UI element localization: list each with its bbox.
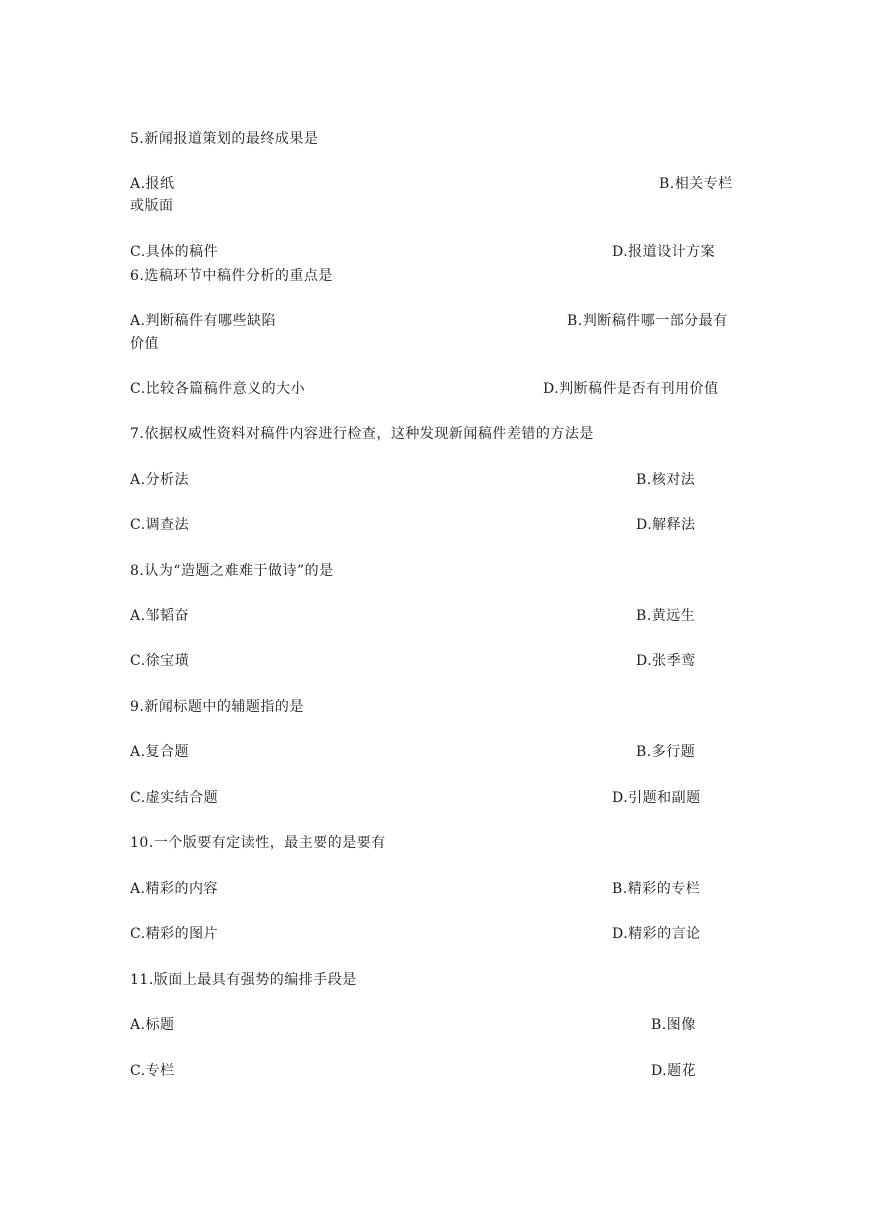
question-6-option-c: C.比较各篇稿件意义的大小: [130, 381, 306, 397]
question-10-option-b: B.精彩的专栏: [612, 881, 701, 897]
question-11-option-d: D.题花: [651, 1063, 697, 1079]
question-6-option-b-wrap: 价值: [130, 336, 159, 352]
question-5-option-c: C.具体的稿件: [130, 244, 219, 260]
question-5-option-b: B.相关专栏: [659, 176, 733, 192]
question-9-option-c: C.虚实结合题: [130, 790, 219, 806]
question-7-stem: 7.依据权威性资料对稿件内容进行检查，这种发现新闻稿件差错的方法是: [130, 426, 594, 442]
question-5-option-a: A.报纸: [130, 176, 175, 192]
question-5-option-b-wrap: 或版面: [130, 198, 174, 214]
question-11-option-a: A.标题: [130, 1017, 175, 1033]
question-7-option-c: C.调查法: [130, 517, 190, 533]
question-7-option-d: D.解释法: [636, 517, 696, 533]
question-10-option-a: A.精彩的内容: [130, 881, 219, 897]
question-8-option-b: B.黄远生: [636, 608, 696, 624]
question-9-stem: 9.新闻标题中的辅题指的是: [130, 699, 304, 715]
question-7-option-a: A.分析法: [130, 472, 190, 488]
question-6-option-a: A.判断稿件有哪些缺陷: [130, 313, 277, 329]
question-5-option-d: D.报道设计方案: [612, 244, 716, 260]
question-11-option-b: B.图像: [651, 1017, 696, 1033]
question-9-option-b: B.多行题: [636, 744, 696, 760]
question-5-stem: 5.新闻报道策划的最终成果是: [130, 131, 319, 147]
question-7-option-b: B.核对法: [636, 472, 696, 488]
question-9-option-a: A.复合题: [130, 744, 190, 760]
question-10-option-c: C.精彩的图片: [130, 926, 219, 942]
question-8-option-d: D.张季鸾: [636, 653, 696, 669]
question-8-option-c: C.徐宝璜: [130, 653, 190, 669]
question-9-option-d: D.引题和副题: [612, 790, 701, 806]
question-6-option-b: B.判断稿件哪一部分最有: [567, 313, 728, 329]
question-6-option-d: D.判断稿件是否有刊用价值: [543, 381, 719, 397]
question-11-option-c: C.专栏: [130, 1063, 175, 1079]
question-10-option-d: D.精彩的言论: [612, 926, 701, 942]
question-8-option-a: A.邹韬奋: [130, 608, 190, 624]
question-10-stem: 10.一个版要有定读性，最主要的是要有: [130, 835, 386, 851]
question-8-stem: 8.认为“造题之难难于做诗”的是: [130, 563, 334, 579]
question-6-stem: 6.选稿环节中稿件分析的重点是: [130, 268, 333, 284]
question-11-stem: 11.版面上最具有强势的编排手段是: [130, 972, 357, 988]
